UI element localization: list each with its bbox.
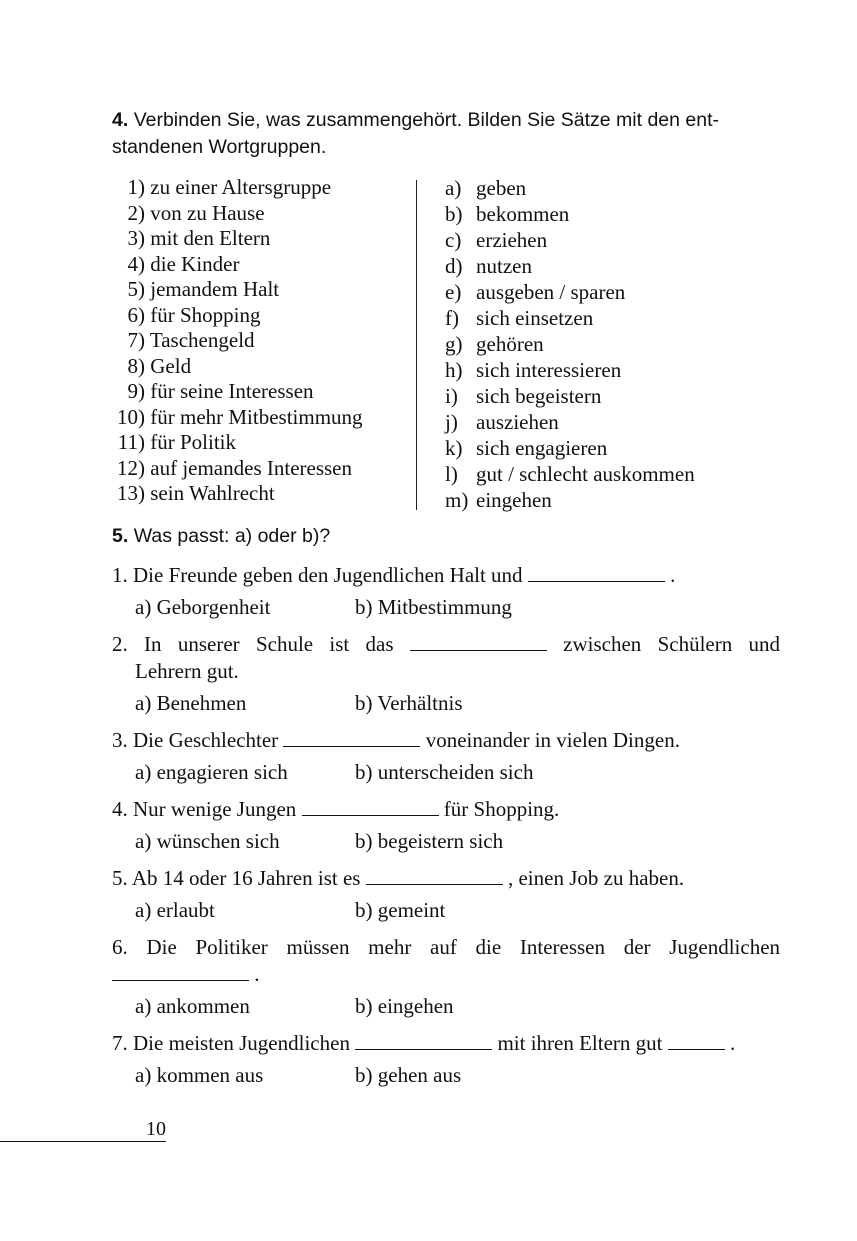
left-item: 7) Taschengeld [127, 328, 255, 352]
task-4-text-continued: standenen Wortgruppen. [112, 136, 327, 158]
answer-blank [283, 728, 420, 747]
left-item: 12) auf jemandes Interessen [117, 455, 352, 480]
left-item: 4) die Kinder [127, 251, 240, 276]
left-item: 9) für seine Interessen [127, 379, 314, 403]
option-a: a) engagieren sich [135, 760, 288, 784]
question-7-options [112, 1062, 780, 1089]
left-item: 13) sein Wahlrecht [117, 481, 275, 505]
option-b: b) gemeint [355, 898, 446, 922]
task-5-text: Was passt: a) oder b)? [133, 525, 331, 547]
page-number: 10 [146, 1118, 166, 1140]
option-a: a) Geborgenheit [135, 595, 271, 619]
answer-blank [302, 797, 439, 816]
right-item: d) nutzen [445, 254, 532, 278]
option-a: a) Benehmen [135, 691, 247, 715]
question-2: 2. In unserer Schule ist das zwischen Schülern und [112, 632, 781, 656]
right-item: k) sich engagieren [445, 436, 608, 460]
column-divider [416, 180, 417, 510]
left-item: 6) für Shopping [127, 302, 261, 327]
question-3: 3. Die Geschlechter voneinander in vielen Dingen. [112, 728, 680, 752]
question-3-options [112, 759, 780, 786]
option-a: a) erlaubt [135, 898, 215, 922]
option-a: a) wünschen sich [135, 829, 280, 853]
answer-blank-short [668, 1031, 725, 1050]
right-item: f) sich einsetzen [445, 306, 594, 330]
option-b: b) Mitbestimmung [355, 595, 512, 619]
question-1-options [112, 594, 780, 621]
question-4: 4. Nur wenige Jungen für Shopping. [112, 797, 560, 821]
answer-blank [410, 632, 547, 651]
task-5-questions [112, 562, 780, 1099]
task-5-instruction [112, 523, 780, 550]
answer-blank [355, 1031, 492, 1050]
left-item: 10) für mehr Mitbestimmung [117, 404, 363, 429]
right-item: l) gut / schlecht auskommen [445, 462, 695, 486]
footer-rule [0, 1141, 166, 1142]
right-item: h) sich interessieren [445, 358, 622, 382]
matching-right-column [445, 175, 765, 513]
option-a: a) ankommen [135, 994, 250, 1018]
question-2-options [112, 690, 780, 717]
right-item: j) ausziehen [445, 410, 559, 434]
right-item: g) gehören [445, 332, 544, 356]
left-item: 2) von zu Hause [127, 200, 265, 225]
left-item: 5) jemandem Halt [127, 277, 280, 301]
question-6-options [112, 993, 780, 1020]
option-b: b) eingehen [355, 994, 454, 1018]
right-item: c) erziehen [445, 228, 548, 252]
question-2-continued: Lehrern gut. [135, 659, 239, 683]
matching-left-column [112, 175, 404, 507]
answer-blank [528, 563, 665, 582]
left-item: 1) zu einer Altersgruppe [127, 175, 332, 199]
question-4-options [112, 828, 780, 855]
answer-blank [112, 962, 249, 981]
task-4-text: Verbinden Sie, was zusammengehört. Bilden Sie Sätze mit den ent- [133, 109, 720, 131]
right-item: b) bekommen [445, 202, 570, 226]
left-item: 11) für Politik [117, 430, 237, 454]
task-4-instruction [112, 107, 780, 161]
question-7: 7. Die meisten Jugendlichen mit ihren Eltern gut . [112, 1031, 736, 1055]
question-5-options [112, 897, 780, 924]
option-b: b) gehen aus [355, 1063, 462, 1087]
right-item: m) eingehen [445, 488, 552, 512]
task-4-number: 4. [112, 109, 129, 131]
task-5-number: 5. [112, 525, 129, 547]
option-b: b) Verhältnis [355, 691, 463, 715]
left-item: 3) mit den Eltern [127, 226, 271, 250]
question-6: 6. Die Politiker müssen mehr auf die Interessen der Jugendlichen [112, 935, 781, 959]
left-item: 8) Geld [127, 353, 192, 378]
option-a: a) kommen aus [135, 1063, 264, 1087]
right-item: a) geben [445, 176, 527, 200]
option-b: b) unterscheiden sich [355, 760, 534, 784]
answer-blank [366, 866, 503, 885]
question-1: 1. Die Freunde geben den Jugendlichen Halt und . [112, 563, 676, 587]
question-5: 5. Ab 14 oder 16 Jahren ist es , einen Job zu haben. [112, 866, 685, 890]
question-6-continued: . [112, 961, 780, 988]
right-item: i) sich begeistern [445, 384, 602, 408]
right-item: e) ausgeben / sparen [445, 280, 626, 304]
option-b: b) begeistern sich [355, 829, 504, 853]
